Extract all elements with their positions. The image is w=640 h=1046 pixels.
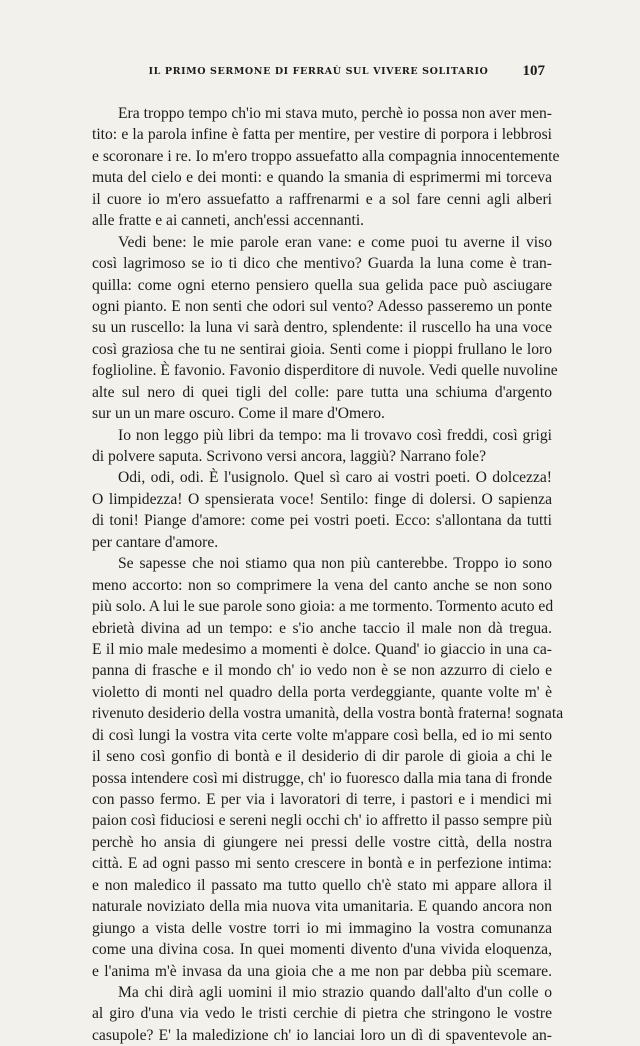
text-line: di polvere saputa. Scrivono versi ancora, laggiù? Narrano fole? [92,448,487,465]
text-line: con passo fermo. E per via i lavoratori di terre, i pastori e i mendici mi [92,791,552,808]
text-line: naturale noviziato della mia nuova vita umanitaria. E quando ancora non [92,898,552,916]
text-line: rivenuto desiderio della vostra umanità, della vostra bontà fraterna! sognata [92,705,564,723]
text-line: alle fratte e ai canneti, anch'essi accennanti. [92,212,365,230]
text-line: ogni pianto. E non senti che odori sul vento? Adesso passeremo un ponte [92,297,552,315]
text-line: violetto di monti nel quadro della porta verdeggiante, quante volte m' è [92,683,552,701]
text-line: e l'anima m'è invasa da una gioia che a me non par debba più scemare. [92,962,552,980]
text-line: meno accorto: non so comprimere la vena del canto anche se non sono [92,576,552,594]
text-line: di toni! Piange d'amore: come pei vostri poeti. Ecco: s'allontana da tutti [92,512,552,530]
text-line: casupole? E' la maledizione ch' io lanciai loro un dì di spaventevole an- [92,1026,552,1044]
text-line: giungo a vista delle vostre torri io mi immagino la vostra comunanza [92,919,552,937]
text-line: Se sapesse che noi stiamo qua non più canterebbe. Troppo io sono [118,555,552,573]
text-line: O limpidezza! O spensierata voce! Sentilo: finge di dolersi. O sapienza [92,490,552,508]
text-line: come una divina cosa. In quei momenti divento d'una vivida eloquenza, [92,941,552,959]
text-line: al giro d'una via vedo le tristi cerchie di pietra che stringono le vostre [92,1005,552,1023]
text-line: Io non leggo più libri da tempo: ma li trovavo così freddi, così grigi [118,426,552,444]
text-line: il cuore io m'ero assuefatto a raffrenarmi e a sol fare cenni agli alberi [92,190,552,208]
text-line: perchè ho ansia di giungere nei pressi delle vostre città, della nostra [92,833,552,851]
text-line: alte sul nero di quei tigli del colle: pare tutta una schiuma d'argento [92,383,552,401]
running-header: IL PRIMO SERMONE DI FERRAÙ SUL VIVERE SOLITARIO [148,66,489,77]
text-line: possa intendere così mi distrugge, ch' io fuoresco dalla mia tana di fronde [92,769,552,787]
text-line: Ma chi dirà agli uomini il mio strazio quando dall'alto d'un colle o [118,983,552,1001]
text-line: il seno così gonfio di bontà e il desiderio di dir parole di gioia a chi le [92,748,552,766]
text-line: così lagrimoso se io ti dico che mentivo? Guarda la luna come è tran- [92,255,552,273]
text-line: e non maledico il passato ma tutto quello ch'è stato mi appare allora il [92,876,552,894]
text-line: muta del cielo e dei monti: e quando la smania di esprimermi mi torceva [92,169,552,187]
text-line: Vedi bene: le mie parole eran vane: e come puoi tu averne il viso [118,233,552,251]
text-line: foglioline. È favonio. Favonio disperditore di nuvole. Vedi quelle nuvoline [92,362,558,380]
text-line: paion così fiduciosi e sereni negli occhi ch' io affretto il passo sempre più [92,812,552,830]
text-line: ebrietà divina ad un tempo: e s'io anche taccio il male non dà tregua. [92,619,552,637]
text-line: così graziosa che tu ne sentirai gioia. Senti come i pioppi frullano le loro [92,340,552,358]
text-line: panna di frasche e il mondo ch' io vedo non è se non azzurro di cielo e [92,662,552,680]
text-line: sur un un mare oscuro. Come il mare d'Omero. [92,405,385,423]
text-line: per cantare d'amore. [92,533,219,551]
text-line: città. E ad ogni passo mi sento crescere in bontà e in perfezione intima: [92,855,552,873]
text-line: su un ruscello: la luna vi sarà dentro, splendente: il ruscello ha una voce [92,319,552,337]
text-line: e scoronare i re. Io m'ero troppo assuefatto alla compagnia innocentemente [92,147,560,165]
text-line: Odi, odi, odi. È l'usignolo. Quel sì caro ai vostri poeti. O dolcezza! [118,469,552,487]
text-line: quilla: come ogni eterno pensiero quella sua gelida pace può asciugare [92,276,552,294]
text-line: tito: e la parola infine è fatta per mentire, per vestire di porpora i lebbrosi [92,126,552,144]
text-line: di così lungi la vostra vita certe volte m'appare così bella, ed io mi sento [92,726,552,744]
page-body [92,103,564,1046]
text-line: E il mio male medesimo a momenti è dolce. Quand' io giaccio in una ca- [92,640,552,658]
text-line: più solo. A lui le sue parole sono gioia: a me tormento. Tormento acuto ed [92,598,554,616]
text-line: Era troppo tempo ch'io mi stava muto, perchè io possa non aver men- [118,105,552,122]
page-number: 107 [522,63,545,79]
